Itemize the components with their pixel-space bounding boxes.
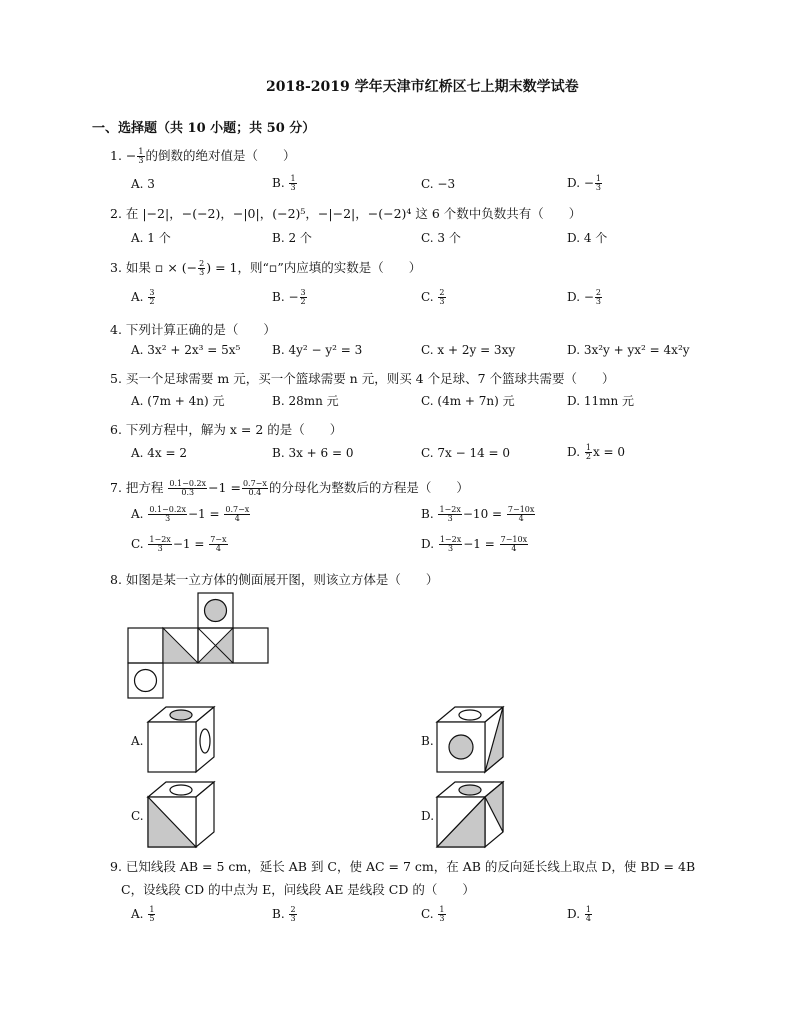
q2-option-a[interactable]: A. 1 个 bbox=[131, 231, 171, 245]
q2-option-b[interactable]: B. 2 个 bbox=[272, 231, 312, 245]
q4-option-b[interactable]: B. 4y² − y² = 3 bbox=[272, 343, 363, 357]
question-4: 4. 下列计算正确的是（ ） bbox=[110, 322, 276, 337]
q7-option-c[interactable]: C. $\frac{1-2x}{3}$ −1 = $\frac{7-x}{4}$ bbox=[131, 535, 227, 553]
q3-option-d[interactable]: D. − $\frac{2}{3}$ bbox=[567, 288, 601, 306]
q1-option-b[interactable]: B. $\frac{1}{3}$ bbox=[272, 174, 296, 192]
question-2: 2. 在 |−2|，−(−2)，−|0|，(−2)⁵，−|−2|，−(−2)⁴ 这 6 个数中负数共有（ ） bbox=[110, 206, 582, 221]
q3-option-b[interactable]: B. − $\frac{3}{2}$ bbox=[272, 288, 306, 306]
q6-option-c[interactable]: C. 7x − 14 = 0 bbox=[421, 446, 511, 460]
q1-minus: − bbox=[125, 148, 137, 163]
question-9-line-1: 9. 已知线段 AB = 5 cm，延长 AB 到 C，使 AC = 7 cm，在 AB 的反向延长线上取点 D，使 BD = 4B bbox=[110, 859, 696, 874]
q9-option-a[interactable]: A. $\frac{1}{5}$ bbox=[131, 905, 155, 923]
q2-option-c[interactable]: C. 3 个 bbox=[421, 231, 461, 245]
q8-option-d[interactable]: D. bbox=[421, 809, 435, 823]
q4-option-a[interactable]: A. 3x² + 2x³ = 5x⁵ bbox=[131, 343, 241, 357]
q7-option-d[interactable]: D. $\frac{1-2x}{3}$ −1 = $\frac{7-10x}{4}$ bbox=[421, 535, 528, 553]
q7-option-b[interactable]: B. $\frac{1-2x}{3}$ −10 = $\frac{7-10x}{4}$ bbox=[421, 505, 535, 523]
q4-option-c[interactable]: C. x + 2y = 3xy bbox=[421, 343, 516, 357]
q6-option-d[interactable]: D. $\frac{1}{2}$ x = 0 bbox=[567, 443, 626, 461]
q8-option-c[interactable]: C. bbox=[131, 809, 144, 823]
q9-option-d[interactable]: D. $\frac{1}{4}$ bbox=[567, 905, 591, 923]
q6-option-b[interactable]: B. 3x + 6 = 0 bbox=[272, 446, 354, 460]
q6-option-a[interactable]: A. 4x = 2 bbox=[131, 446, 188, 460]
q4-option-d[interactable]: D. 3x²y + yx² = 4x²y bbox=[567, 343, 690, 357]
q5-option-a[interactable]: A. (7m + 4n) 元 bbox=[131, 394, 225, 408]
question-3: 3. 如果 ▫ × (− $\frac{2}{3}$ ) = 1，则“▫”内应填的实数是（ ） bbox=[110, 259, 422, 277]
question-6: 6. 下列方程中，解为 x = 2 的是（ ） bbox=[110, 422, 343, 437]
section-heading: 一、选择题（共 10 小题；共 50 分） bbox=[92, 121, 316, 136]
q5-option-c[interactable]: C. (4m + 7n) 元 bbox=[421, 394, 515, 408]
question-9-line-2: C，设线段 CD 的中点为 E，问线段 AE 是线段 CD 的（ ） bbox=[121, 882, 475, 897]
q3-option-a[interactable]: A. $\frac{3}{2}$ bbox=[131, 288, 155, 306]
q1-option-c[interactable]: C. −3 bbox=[421, 177, 456, 191]
q8-option-a[interactable]: A. bbox=[131, 734, 144, 748]
question-8: 8. 如图是某一立方体的侧面展开图，则该立方体是（ ） bbox=[110, 572, 439, 587]
q9-option-b[interactable]: B. $\frac{2}{3}$ bbox=[272, 905, 296, 923]
q1-number: 1. bbox=[110, 148, 122, 163]
page-title: 2018-2019 学年天津市红桥区七上期末数学试卷 bbox=[266, 79, 579, 95]
q1-option-d[interactable]: D. − $\frac{1}{3}$ bbox=[567, 174, 601, 192]
q5-option-b[interactable]: B. 28mn 元 bbox=[272, 394, 339, 408]
q8-option-b[interactable]: B. bbox=[421, 734, 434, 748]
question-5: 5. 买一个足球需要 m 元，买一个篮球需要 n 元，则买 4 个足球、7 个篮球共需要（ ） bbox=[110, 371, 615, 386]
cube-c bbox=[148, 782, 214, 847]
q3-option-c[interactable]: C. $\frac{2}{3}$ bbox=[421, 288, 445, 306]
q1-option-a[interactable]: A. 3 bbox=[131, 177, 155, 191]
q5-option-d[interactable]: D. 11mn 元 bbox=[567, 394, 635, 408]
question-7: 7. 把方程 $\frac{0.1-0.2x}{0.3}$ −1 = $\frac{0.7-x}{0.4}$ 的分母化为整数后的方程是（ ） bbox=[110, 479, 469, 497]
q7-option-a[interactable]: A. $\frac{0.1-0.2x}{3}$ −1 = $\frac{0.7-x}{4}$ bbox=[131, 505, 250, 523]
q9-option-c[interactable]: C. $\frac{1}{3}$ bbox=[421, 905, 445, 923]
q1-text: 的倒数的绝对值是（ ） bbox=[145, 148, 296, 163]
cube-b bbox=[437, 707, 503, 772]
q2-option-d[interactable]: D. 4 个 bbox=[567, 231, 608, 245]
cube-d bbox=[437, 782, 503, 847]
q1-fraction: $\frac{1}{3}$ bbox=[138, 147, 144, 165]
cube-a bbox=[148, 707, 214, 772]
